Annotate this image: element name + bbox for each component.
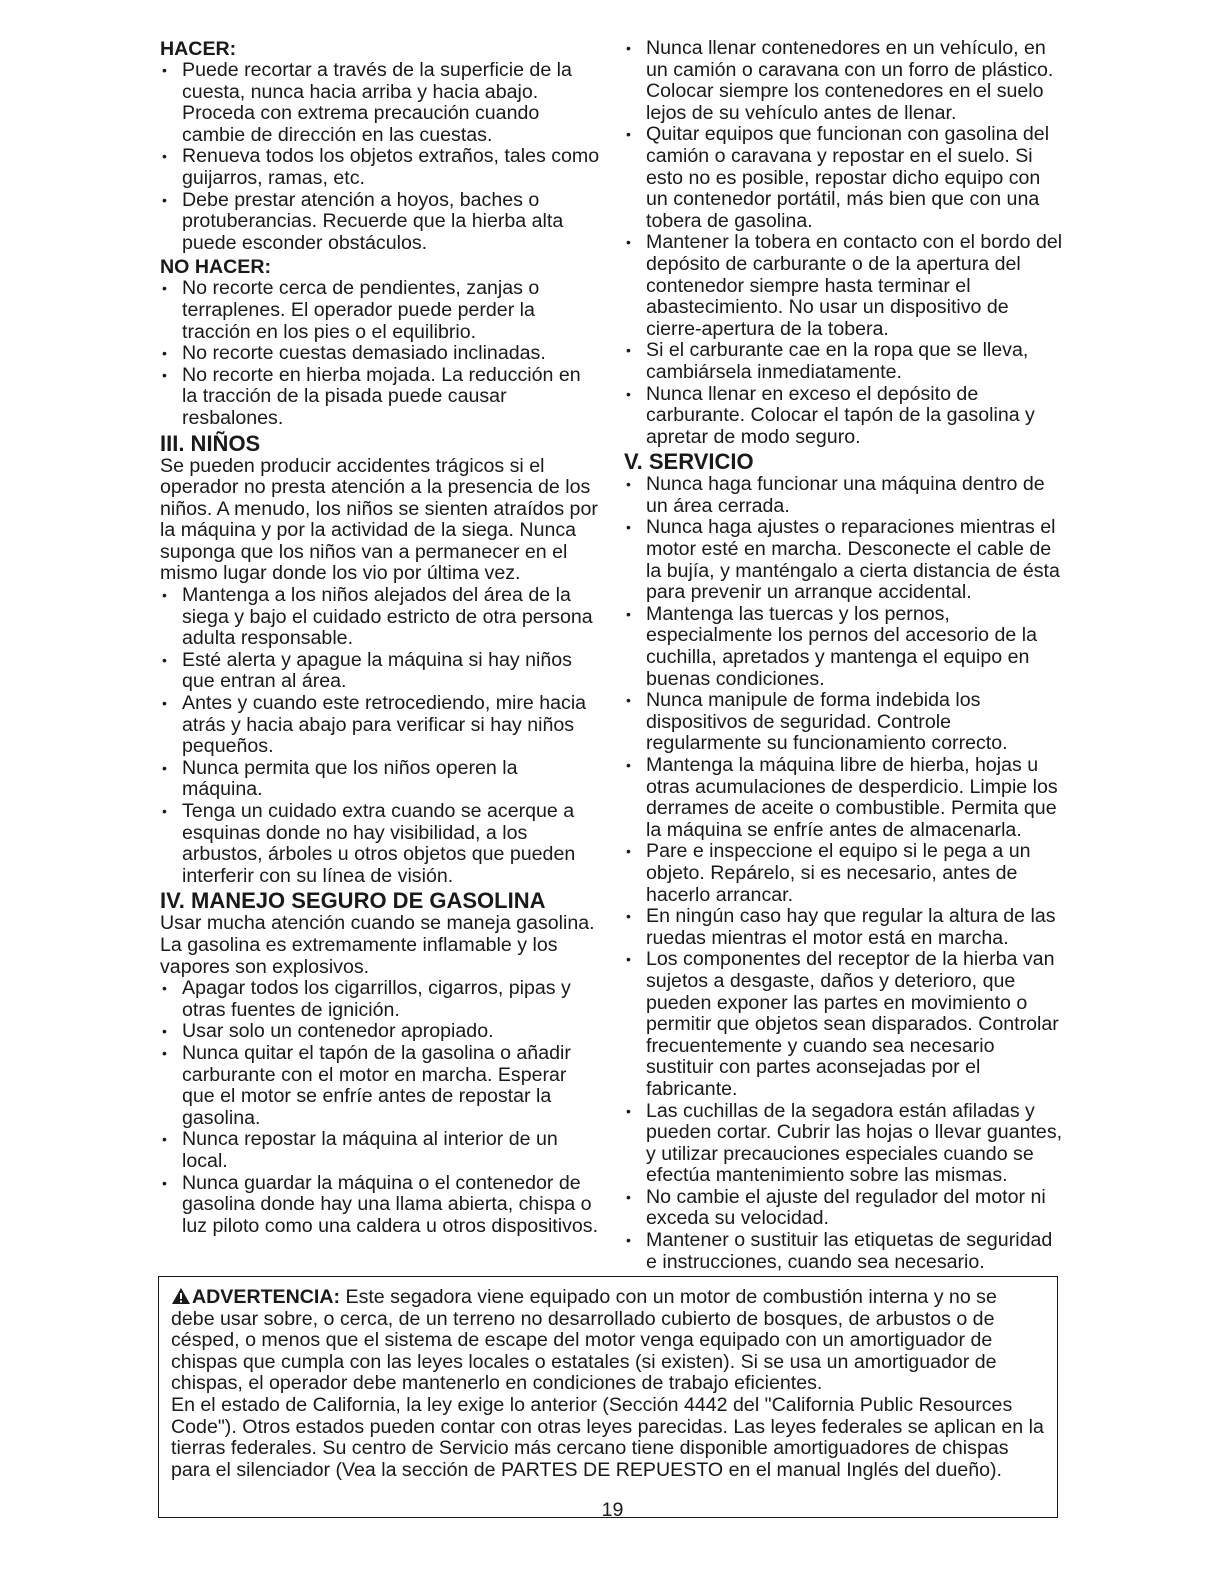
ninos-section-heading: III. NIÑOS xyxy=(160,430,261,456)
list-item: • Nunca permita que los niños operen la máquina. xyxy=(160,758,600,801)
list-item: • Tenga un cuidado extra cuando se acerque a esquinas donde no hay visibilidad, a los arbustos, árboles u otros objetos que pueden interferir con su línea de visión. xyxy=(160,801,600,887)
list-item: • Mantenga a los niños alejados del área de la siega y bajo el cuidado estricto de otra persona adulta responsable. xyxy=(160,585,600,650)
list-item: • Si el carburante cae en la ropa que se lleva, cambiársela inmediatamente. xyxy=(624,340,1064,383)
list-item: • Mantenga la máquina libre de hierba, hojas u otras acumulaciones de desperdicio. Limpie los derrames de aceite o combustible. Permita que la máquina se enfríe antes de almacenarla. xyxy=(624,755,1064,841)
list-item: • Nunca quitar el tapón de la gasolina o añadir carburante con el motor en marcha. Esperar que el motor se enfríe antes de repostar la gasolina. xyxy=(160,1043,600,1129)
list-item: • No recorte en hierba mojada. La reducción en la tracción de la pisada puede causar resbalones. xyxy=(160,365,600,430)
warning-text-1: Este segadora viene equipado con un motor de combustión interna y no se debe usar sobre, o cerca, de un terreno no desarrollado cubierto de bosques, de arbustos o de césped, o menos que el sistema de escape del motor venga equipado con un amortiguador de chispas que cumpla con las leyes locales o estatales (si existen). Si se usa un amortiguador de chispas, el operador debe mantenerlo en condiciones de trabajo eficientes. xyxy=(171,1286,997,1395)
gasolina-section-heading: IV. MANEJO SEGURO DE GASOLINA xyxy=(160,888,546,914)
list-item: • Quitar equipos que funcionan con gasolina del camión o caravana y repostar en el suelo. Si esto no es posible, repostar dicho equipo con un contenedor portátil, más bien que con una tobera de gasolina. xyxy=(624,124,1064,232)
list-item: • Los componentes del receptor de la hierba van sujetos a desgaste, daños y deterioro, que pueden exponer las partes en movimiento o permitir que objetos sean disparados. Controlar frecuentemente y cuando sea necesario sustituir con partes aconsejadas por el fabricante. xyxy=(624,949,1064,1100)
list-item: • No cambie el ajuste del regulador del motor ni exceda su velocidad. xyxy=(624,1187,1064,1230)
list-item: • Mantener o sustituir las etiquetas de seguridad e instrucciones, cuando sea necesario. xyxy=(624,1230,1064,1273)
list-item: • Pare e inspeccione el equipo si le pega a un objeto. Repárelo, si es necesario, antes de hacerlo arrancar. xyxy=(624,841,1064,906)
gasolina-paragraph: Usar mucha atención cuando se maneja gasolina. La gasolina es extremamente inflamable y los vapores son explosivos. xyxy=(160,912,595,978)
list-item: • Nunca llenar contenedores en un vehículo, en un camión o caravana con un forro de plástico. Colocar siempre los contenedores en el suelo lejos de su vehículo antes de llenar. xyxy=(624,38,1064,124)
list-item: • Apagar todos los cigarrillos, cigarros, pipas y otras fuentes de ignición. xyxy=(160,978,600,1021)
hacer-list xyxy=(160,60,600,254)
list-item: • Nunca llenar en exceso el depósito de carburante. Colocar el tapón de la gasolina y apretar de modo seguro. xyxy=(624,384,1064,449)
list-item: • Las cuchillas de la segadora están afiladas y pueden cortar. Cubrir las hojas o llevar guantes, y utilizar precauciones especiales cuando se efectúa mantenimiento sobre las mismas. xyxy=(624,1101,1064,1187)
servicio-section-heading: V. SERVICIO xyxy=(624,449,754,475)
no-hacer-list xyxy=(160,278,600,429)
gasolina-continued-list xyxy=(624,38,1064,448)
list-item: • Renueva todos los objetos extraños, tales como guijarros, ramas, etc. xyxy=(160,146,600,189)
hacer-heading: HACER: xyxy=(160,38,237,60)
list-item: • No recorte cuestas demasiado inclinadas. xyxy=(160,343,600,365)
warning-box xyxy=(158,1276,1058,1518)
list-item: • Nunca guardar la máquina o el contenedor de gasolina donde hay una llama abierta, chispa o luz piloto como una caldera u otros dispositivos. xyxy=(160,1173,600,1238)
no-hacer-heading: NO HACER: xyxy=(160,256,272,279)
left-column xyxy=(160,38,600,1237)
right-column xyxy=(624,38,1064,1273)
warning-paragraph-2: En el estado de California, la ley exige lo anterior (Sección 4442 del "California Public Resources Code"). Otros estados pueden contar con otras leyes parecidas. Las leyes federales se aplican en la tierras federales. Su centro de Servicio más cercano tiene disponible amortiguadores de chispas para el silenciador (Vea la sección de PARTES DE REPUESTO en el manual Inglés del dueño). xyxy=(171,1393,1044,1481)
list-item: • Nunca haga funcionar una máquina dentro de un área cerrada. xyxy=(624,474,1064,517)
ninos-list xyxy=(160,585,600,887)
list-item: • Mantener la tobera en contacto con el bordo del depósito de carburante o de la apertura del contenedor siempre hasta terminar el abastecimiento. No usar un dispositivo de cierre-apertura de la tobera. xyxy=(624,232,1064,340)
list-item: • Nunca manipule de forma indebida los dispositivos de seguridad. Controle regularmente su funcionamiento correcto. xyxy=(624,690,1064,755)
list-item: • Usar solo un contenedor apropiado. xyxy=(160,1021,600,1043)
ninos-paragraph: Se pueden producir accidentes trágicos si el operador no presta atención a la presencia de los niños. A menudo, los niños se sienten atraídos por la máquina y por la actividad de la siega. Nunca suponga que los niños van a permanecer en el mismo lugar donde los vio por última vez. xyxy=(160,454,598,585)
gasolina-list xyxy=(160,978,600,1237)
list-item: • Debe prestar atención a hoyos, baches o protuberancias. Recuerde que la hierba alta puede esconder obstáculos. xyxy=(160,190,600,255)
list-item: • Puede recortar a través de la superficie de la cuesta, nunca hacia arriba y hacia abajo. Proceda con extrema precaución cuando cambie de dirección en las cuestas. xyxy=(160,60,600,146)
warning-label-group xyxy=(171,1286,340,1308)
warning-label: ADVERTENCIA: xyxy=(192,1286,341,1308)
warning-paragraph-1 xyxy=(171,1287,1045,1395)
list-item: • Mantenga las tuercas y los pernos, especialmente los pernos del accesorio de la cuchilla, apretados y mantenga el equipo en buenas condiciones. xyxy=(624,604,1064,690)
list-item: • En ningún caso hay que regular la altura de las ruedas mientras el motor está en marcha. xyxy=(624,906,1064,949)
page-number: 19 xyxy=(601,1499,624,1521)
list-item: • Esté alerta y apague la máquina si hay niños que entran al área. xyxy=(160,650,600,693)
list-item: • Antes y cuando este retrocediendo, mire hacia atrás y hacia abajo para verificar si hay niños pequeños. xyxy=(160,693,600,758)
list-item: • No recorte cerca de pendientes, zanjas o terraplenes. El operador puede perder la tracción en los pies o el equilibrio. xyxy=(160,278,600,343)
warning-triangle-icon xyxy=(171,1287,191,1305)
list-item: • Nunca haga ajustes o reparaciones mientras el motor esté en marcha. Desconecte el cable de la bujía, y manténgalo a cierta distancia de ésta para prevenir un arranque accidental. xyxy=(624,517,1064,603)
list-item: • Nunca repostar la máquina al interior de un local. xyxy=(160,1129,600,1172)
servicio-list xyxy=(624,474,1064,1273)
